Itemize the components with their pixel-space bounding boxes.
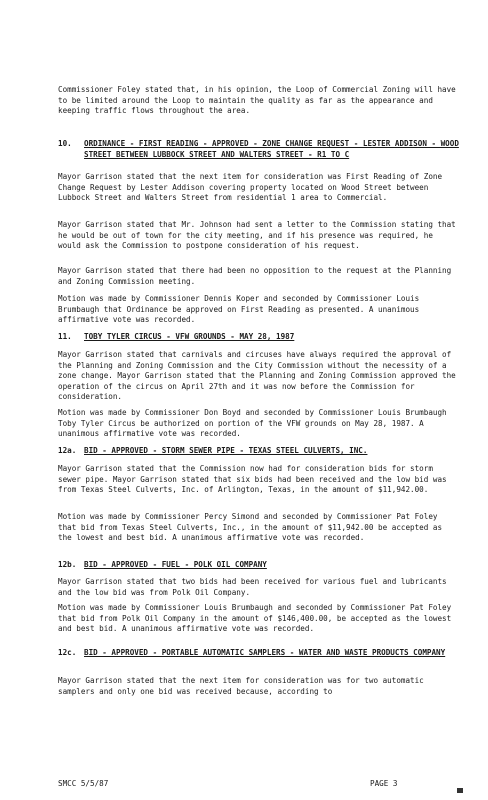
section-12b-number: 12b. xyxy=(58,560,77,569)
section-12c-number: 12c. xyxy=(58,648,77,657)
paragraph-10a: Mayor Garrison stated that the next item for consideration was First Reading of Zone Change Request by Lester Addison covering property located on Wood Street between Lubbock Street and Walters Street from residential 1 area to Commercial. xyxy=(58,172,447,203)
section-12b-heading: BID - APPROVED - FUEL - POLK OIL COMPANY xyxy=(84,560,267,569)
paragraph-12b-1: Mayor Garrison stated that two bids had been received for various fuel and lubricants and the low bid was from Polk Oil Company. xyxy=(58,577,452,597)
section-12c-heading: BID - APPROVED - PORTABLE AUTOMATIC SAMPLERS - WATER AND WASTE PRODUCTS COMPANY xyxy=(84,648,446,657)
paragraph-12a-1: Mayor Garrison stated that the Commission now had for consideration bids for storm sewer pipe. Mayor Garrison stated that six bids had been received and the low bid was from Texas Steel Culverts, Inc. of Arlington, Texas, in the amount of $11,942.00. xyxy=(58,464,452,495)
paragraph-12b-2: Motion was made by Commissioner Louis Brumbaugh and seconded by Commissioner Pat Foley that bid from Polk Oil Company in the amount of $146,400.00, be accepted as the lowest and best bid. A unanimous affirmative vote was recorded. xyxy=(58,603,456,634)
section-11-heading: TOBY TYLER CIRCUS - VFW GROUNDS - MAY 28, 1987 xyxy=(84,332,295,341)
footer-date: SMCC 5/5/87 xyxy=(58,779,109,788)
footer-page-number: PAGE 3 xyxy=(370,779,398,788)
paragraph-10c: Mayor Garrison stated that there had been no opposition to the request at the Planning and Zoning Commission meeting. xyxy=(58,266,456,286)
section-11-number: 11. xyxy=(58,332,72,341)
paragraph-11b: Motion was made by Commissioner Don Boyd and seconded by Commissioner Louis Brumbaugh Toby Tyler Circus be authorized on portion of the VFW grounds on May 28, 1987. A unanimous affirmative vote was recorded. xyxy=(58,408,452,439)
paragraph-10b: Mayor Garrison stated that Mr. Johnson had sent a letter to the Commission stating that he would be out of town for the city meeting, and if his presence was required, he would ask the Commission to postpone consideration of his request. xyxy=(58,220,461,251)
paragraph-foley-opinion: Commissioner Foley stated that, in his opinion, the Loop of Commercial Zoning will have to be limited around the Loop to maintain the quality as far as the appearance and keeping traffic flows throughout the area. xyxy=(58,85,461,116)
paragraph-12c-1: Mayor Garrison stated that the next item for consideration was for two automatic samplers and only one bid was received because, according to xyxy=(58,676,429,696)
section-12a-number: 12a. xyxy=(58,446,77,455)
section-10-number: 10. xyxy=(58,139,72,148)
section-12a-heading: BID - APPROVED - STORM SEWER PIPE - TEXAS STEEL CULVERTS, INC. xyxy=(84,446,368,455)
paragraph-12a-2: Motion was made by Commissioner Percy Simond and seconded by Commissioner Pat Foley that bid from Texas Steel Culverts, Inc., in the amount of $11,942.00 be accepted as the lowest and best bid. A unanimous affirmative vote was recorded. xyxy=(58,512,447,543)
section-10-heading: ORDINANCE - FIRST READING - APPROVED - ZONE CHANGE REQUEST - LESTER ADDISON - WOOD STREET BETWEEN LUBBOCK STREET AND WALTERS STREET - R1 TO C xyxy=(84,139,459,159)
paragraph-11a: Mayor Garrison stated that carnivals and circuses have always required the approval of the Planning and Zoning Commission and the City Commission without the necessity of a zone change. Mayor Garrison stated that the Planning and Zoning Commission approved the operation of the circus on April 27th and it was now before the Commission for consideration. xyxy=(58,350,461,402)
paragraph-10d: Motion was made by Commissioner Dennis Koper and seconded by Commissioner Louis Brumbaugh that Ordinance be approved on First Reading as presented. A unanimous affirmative vote was recorded. xyxy=(58,294,424,325)
scan-mark xyxy=(457,788,463,793)
